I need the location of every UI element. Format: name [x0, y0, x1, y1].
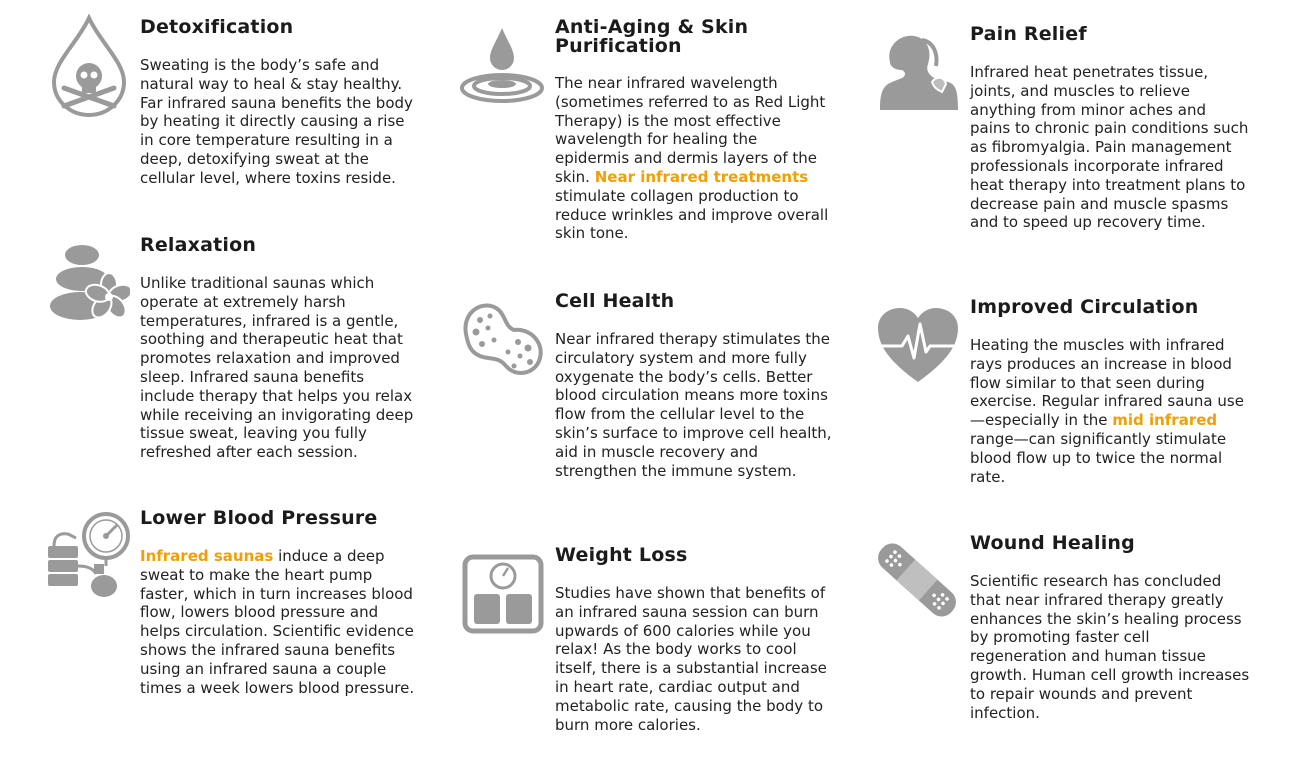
blood-pressure-monitor-icon — [46, 510, 132, 598]
toxic-drop-icon — [48, 14, 130, 118]
card-body-text: induce a deep sweat to make the heart pump faster, which in turn increases blood flow, lowers blood pressure and helps circulation. Scientific evidence shows the infrared sauna benefits using an infrared sauna a couple times a week lowers blood pressure. — [140, 547, 415, 697]
card-title: Weight Loss — [555, 544, 688, 566]
heartbeat-heart-icon — [876, 306, 960, 384]
card-title: Anti-Aging & Skin Purification — [555, 16, 749, 57]
near-infrared-treatments-link[interactable]: Near infrared treatments — [594, 167, 809, 186]
card-body-text: Heating the muscles with infrared rays produces an increase in blood flow similar to that seen during exercise. Regular infrared sauna use—especially in the — [970, 336, 1244, 430]
card-title: Lower Blood Pressure — [140, 507, 378, 529]
card-body-text-end: stimulate collagen production to reduce wrinkles and improve overall skin tone. — [555, 186, 829, 243]
card-body: Near infrared therapy stimulates the circulatory system and more fully oxygenate the body’s cells. Better blood circulation means more toxins flow from the cellular level to the skin’s surface to improve cell health, aid in muscle recovery and strengthen the immune system. — [555, 330, 832, 480]
bathroom-scale-icon — [462, 554, 544, 634]
card-title: Pain Relief — [970, 23, 1087, 45]
bandage-icon — [874, 538, 960, 622]
infrared-saunas-link[interactable]: Infrared saunas — [140, 547, 274, 565]
card-body: Infrared heat penetrates tissue, joints, and muscles to relieve anything from minor aches and pains to chronic pain conditions such as fibromyalgia. Pain management professionals incorporate infrared heat therapy into treatment plans to decrease pain and muscle spasms and to speed up recovery time. — [970, 63, 1249, 232]
mid-infrared-link[interactable]: mid infrared — [1112, 411, 1218, 430]
card-body: Unlike traditional saunas which operate at extremely harsh temperatures, infrared is a gentle, soothing and therapeutic heat that promotes relaxation and improved sleep. Infrared sauna benefits include therapy that helps you relax while receiving an invigorating deep tissue sweat, leaving you fully refreshed after each session. — [140, 274, 414, 462]
card-body — [555, 74, 835, 243]
card-title: Improved Circulation — [970, 296, 1199, 318]
card-body-text-end: range—can significantly stimulate blood flow up to twice the normal rate. — [970, 429, 1227, 486]
card-body — [140, 547, 420, 697]
card-body: Scientific research has concluded that near infrared therapy greatly enhances the skin’s healing process by promoting faster cell regeneration and human tissue growth. Human cell growth increases to repair wounds and prevent infection. — [970, 572, 1250, 722]
water-drop-ripple-icon — [460, 26, 544, 108]
card-body-text: The near infrared wavelength (sometimes referred to as Red Light Therapy) is the most effective wavelength for healing the epidermis and dermis layers of the skin. — [555, 74, 826, 186]
neck-pain-icon — [876, 32, 960, 112]
card-title: Cell Health — [555, 290, 675, 312]
card-title: Detoxification — [140, 16, 294, 38]
cell-icon — [460, 298, 546, 376]
card-body: Studies have shown that benefits of an infrared sauna session can burn upwards of 600 calories while you relax! As the body works to cool itself, there is a substantial increase in heart rate, cardiac output and metabolic rate, causing the body to burn more calories. — [555, 584, 827, 734]
card-body: Sweating is the body’s safe and natural way to heal & stay healthy. Far infrared sauna benefits the body by heating it directly causing a rise in core temperature resulting in a deep, detoxifying sweat at the cellular level, where toxins reside. — [140, 56, 413, 187]
card-title: Relaxation — [140, 234, 257, 256]
card-body — [970, 336, 1250, 486]
card-title: Wound Healing — [970, 532, 1135, 554]
spa-stones-flower-icon — [48, 243, 130, 325]
